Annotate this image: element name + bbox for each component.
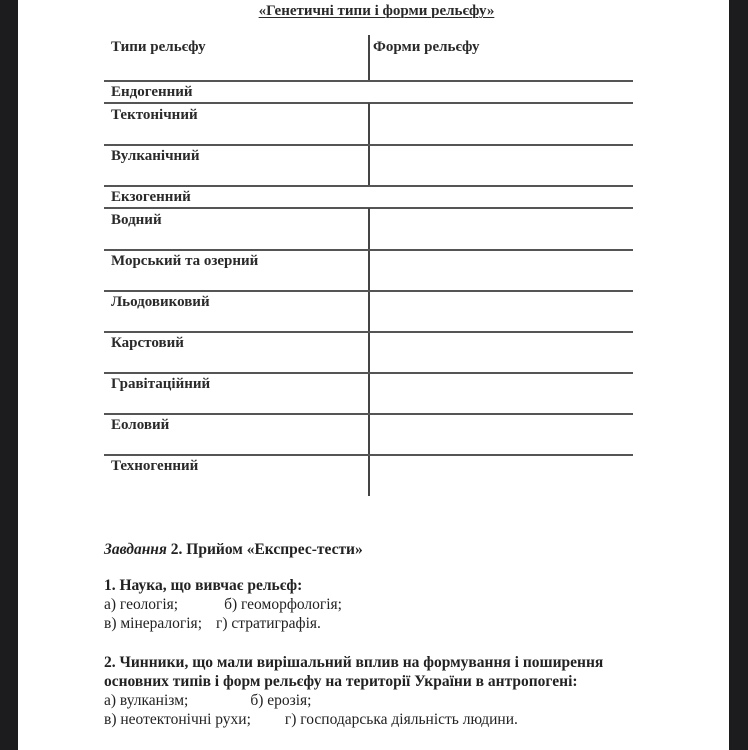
table-row-technogenic: Техногенний (111, 458, 199, 474)
table-row-rule (104, 413, 633, 415)
table-column-divider (368, 208, 370, 496)
question-1 (104, 576, 342, 633)
question-2 (104, 653, 603, 729)
table-row-rule (104, 372, 633, 374)
question-2-title-line-2: основних типів і форм рельєфу на території України в антропогені: (104, 673, 578, 690)
table-row-rule (104, 144, 633, 146)
task-title: 2. Прийом «Експрес-тести» (166, 541, 363, 558)
table-row-rule (104, 290, 633, 292)
table-column-divider (368, 35, 370, 82)
table-header-rule (104, 80, 633, 82)
question-2-title-line-1: 2. Чинники, що мали вирішальний вплив на формування і поширення (104, 654, 604, 671)
question-2-option-b: б) ерозія; (250, 692, 312, 709)
group-endogenous: Ендогенний (111, 84, 193, 100)
table-row-water: Водний (111, 212, 162, 228)
table-row-rule (104, 454, 633, 456)
table-row-marine-lacustrine: Морський та озерний (111, 253, 259, 269)
task-label: Завдання (104, 541, 167, 558)
table-row-volcanic: Вулканічний (111, 148, 200, 164)
task-2-heading (104, 541, 363, 559)
question-1-option-c: в) мінералогія; (104, 615, 202, 632)
question-1-option-d: г) стратиграфія. (216, 615, 321, 632)
table-row-karst: Карстовий (111, 335, 184, 351)
table-row-glacial: Льодовиковий (111, 294, 210, 310)
table-row-rule (104, 185, 633, 187)
group-exogenous: Екзогенний (111, 189, 191, 205)
question-2-option-d: г) господарська діяльність людини. (284, 711, 518, 728)
question-1-option-a: а) геологія; (104, 596, 179, 613)
header-relief-forms: Форми рельєфу (373, 39, 480, 55)
worksheet-title: «Генетичні типи і форми рельєфу» (258, 3, 495, 19)
table-row-aeolian: Еоловий (111, 417, 170, 433)
table-row-rule (104, 249, 633, 251)
header-relief-types: Типи рельєфу (111, 39, 206, 55)
question-2-option-c: в) неотектонічні рухи; (104, 711, 251, 728)
document-page (18, 0, 729, 750)
question-1-option-b: б) геоморфологія; (224, 596, 342, 613)
question-2-option-a: а) вулканізм; (104, 692, 189, 709)
question-1-title: 1. Наука, що вивчає рельєф: (104, 577, 303, 594)
table-row-tectonic: Тектонічний (111, 107, 198, 123)
table-row-rule (104, 331, 633, 333)
table-row-gravitational: Гравітаційний (111, 376, 211, 392)
